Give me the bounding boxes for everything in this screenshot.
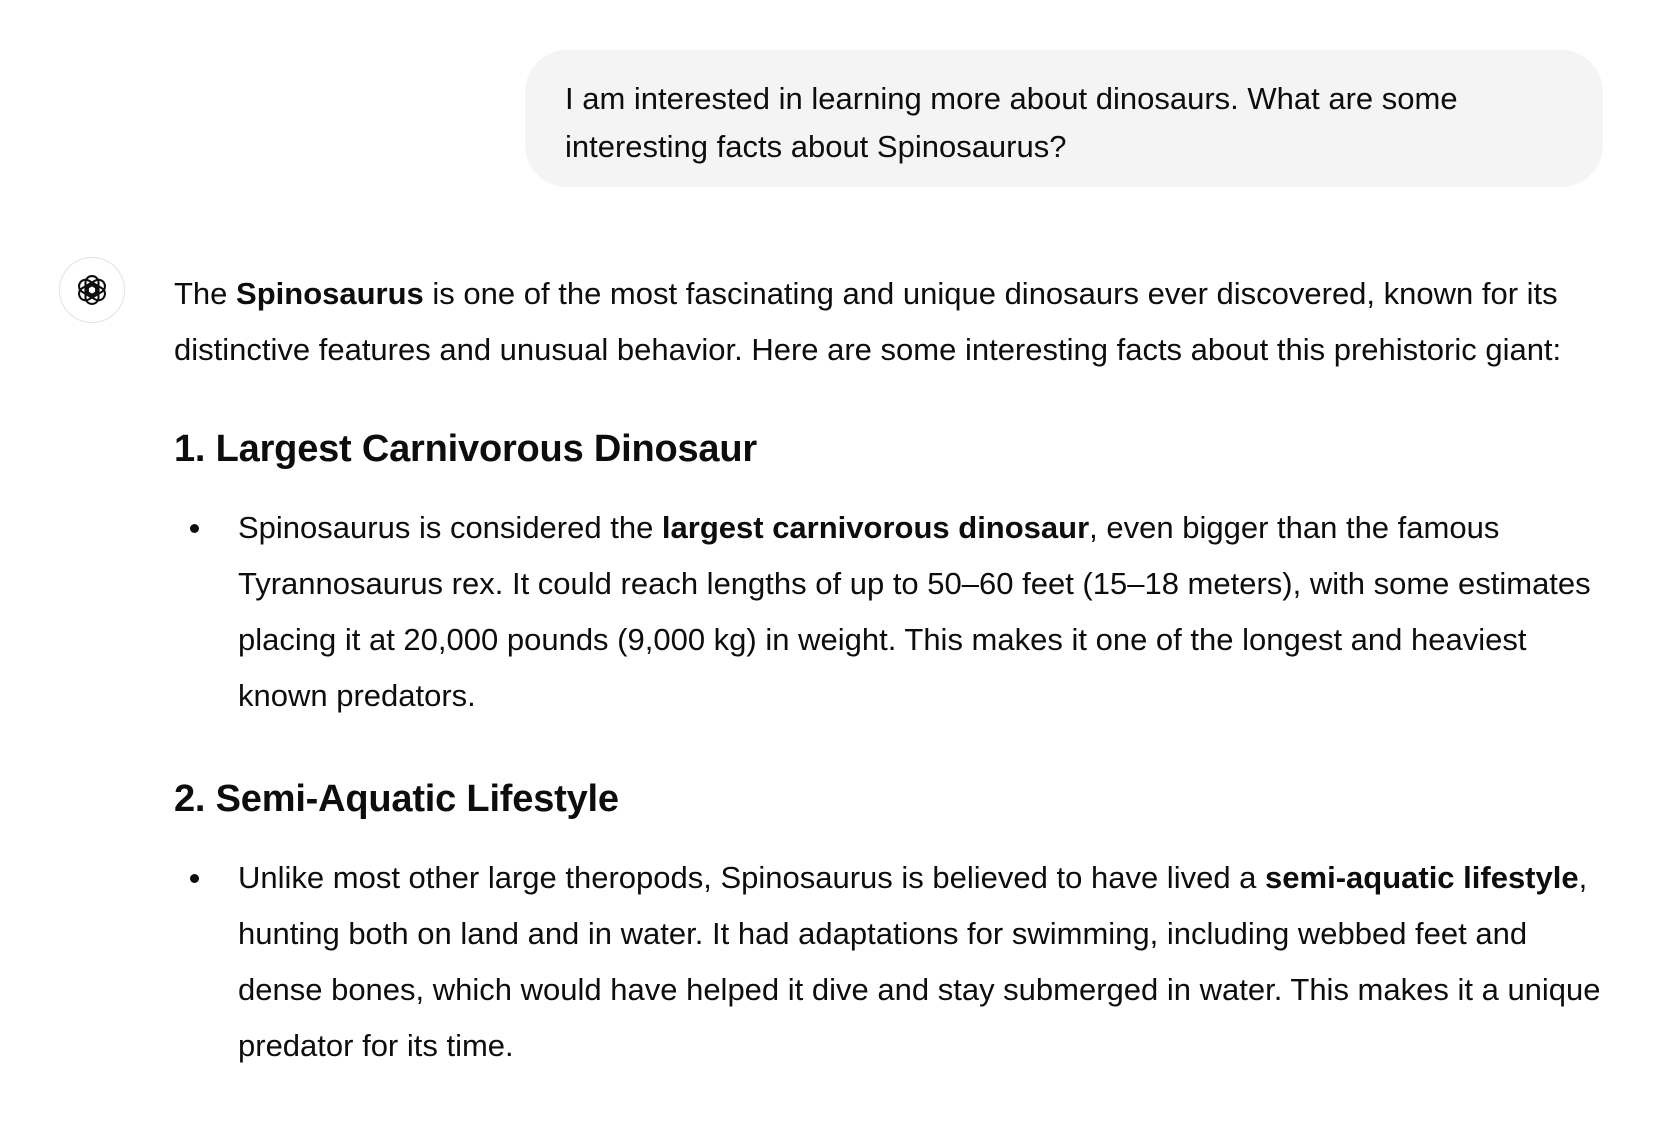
intro-bold-text: Spinosaurus <box>236 276 424 311</box>
list-item <box>174 500 1614 724</box>
list-item <box>174 850 1614 1074</box>
intro-text: The <box>174 276 237 311</box>
assistant-message <box>174 266 1614 1074</box>
bullet-bold-text: largest carnivorous dinosaur <box>661 510 1090 545</box>
user-message-bubble <box>525 50 1603 187</box>
openai-logo-icon <box>73 271 111 309</box>
bullet-bold-text: semi-aquatic lifestyle <box>1265 860 1579 895</box>
intro-text: is one of the most fascinating and unique dinosaurs ever discovered, known for its distinctive features and unusual behavior. Here are some interesting facts about this prehistoric giant: <box>174 276 1562 367</box>
bullet-text-segment: Unlike most other large theropods, Spinosaurus is believed to have lived a <box>238 860 1266 895</box>
bullet-dot <box>190 524 199 533</box>
bullet-text <box>238 510 1591 713</box>
section-heading: 1. Largest Carnivorous Dinosaur <box>174 428 757 470</box>
bullet-text-segment: , even bigger than the famous Tyrannosaurus rex. It could reach lengths of up to 50–60 feet (15–18 meters), with some estimates placing it at 20,000 pounds (9,000 kg) in weight. This makes it one of the longest and heaviest known predators. <box>238 510 1591 713</box>
user-message-line: interesting facts about Spinosaurus? <box>565 129 1067 164</box>
assistant-avatar <box>59 257 125 323</box>
bullet-text-segment: Spinosaurus is considered the <box>238 510 662 545</box>
bullet-dot <box>190 874 199 883</box>
bullet-text <box>238 860 1601 1063</box>
intro-paragraph <box>174 266 1614 378</box>
section-heading: 2. Semi-Aquatic Lifestyle <box>174 778 619 820</box>
bullet-text-segment: , hunting both on land and in water. It had adaptations for swimming, including webbed feet and dense bones, which would have helped it dive and stay submerged in water. This makes it a unique predator for its time. <box>238 860 1601 1063</box>
user-message-line: I am interested in learning more about dinosaurs. What are some <box>565 81 1458 116</box>
